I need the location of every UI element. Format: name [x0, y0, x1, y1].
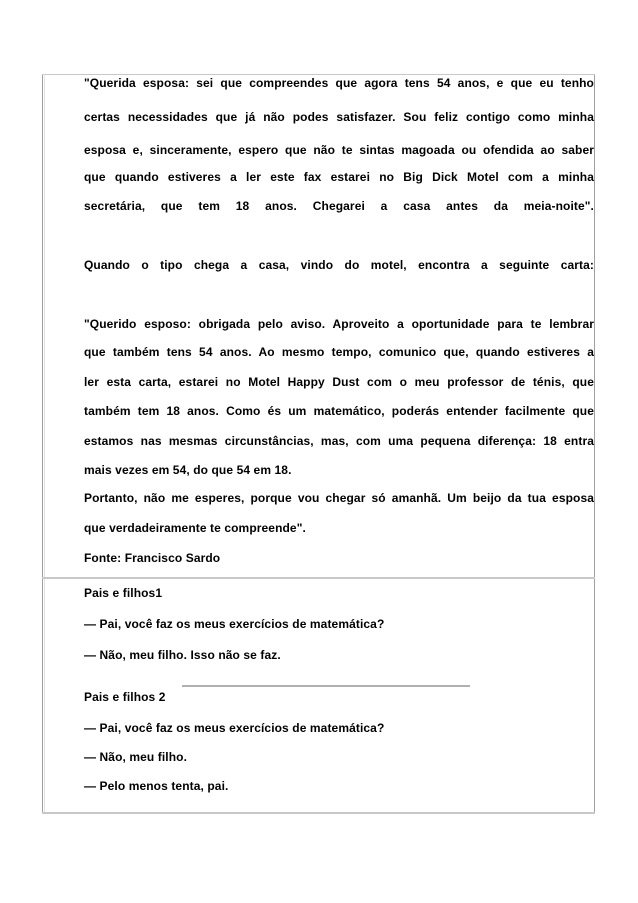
table-row-divider [42, 577, 595, 579]
letter2-line: ler esta carta, estarei no Motel Happy Dust com o meu professor de ténis, que [84, 375, 594, 389]
letter1-line: secretária, que tem 18 anos. Chegarei a casa antes da meia-noite". [84, 199, 594, 213]
table-top-border [42, 74, 595, 75]
letter1-line: "Querida esposa: sei que compreendes que agora tens 54 anos, e que eu tenho [84, 76, 594, 90]
table-bottom-border [42, 812, 595, 814]
letter1-line: certas necessidades que já não podes satisfazer. Sou feliz contigo como minha [84, 110, 594, 124]
joke1-title: Pais e filhos1 [84, 586, 163, 600]
letter2-line: "Querido esposo: obrigada pelo aviso. Aproveito a oportunidade para te lembrar [84, 317, 594, 331]
joke-separator [182, 685, 470, 687]
letter2-line: estamos nas mesmas circunstâncias, mas, com uma pequena diferença: 18 entra [84, 434, 594, 448]
source-credit: Fonte: Francisco Sardo [84, 551, 221, 565]
joke1-line: — Não, meu filho. Isso não se faz. [84, 648, 281, 662]
letter2-line: também tem 18 anos. Como és um matemático, poderás entender facilmente que [84, 404, 594, 418]
letter1-line: que quando estiveres a ler este fax estarei no Big Dick Motel com a minha [84, 170, 594, 184]
joke2-line: — Pai, você faz os meus exercícios de matemática? [84, 721, 385, 735]
joke2-line: — Pelo menos tenta, pai. [84, 779, 229, 793]
letter2-line: que verdadeiramente te compreende". [84, 521, 306, 535]
letter2-line: mais vezes em 54, do que 54 em 18. [84, 463, 292, 477]
letter2-line: Portanto, não me esperes, porque vou chegar só amanhã. Um beijo da tua esposa [84, 491, 594, 505]
letter1-line: esposa e, sinceramente, espero que não te sintas magoada ou ofendida ao saber [84, 143, 594, 157]
narration-text: Quando o tipo chega a casa, vindo do motel, encontra a seguinte carta: [84, 258, 594, 272]
table-inner-border [44, 74, 45, 814]
joke1-line: — Pai, você faz os meus exercícios de matemática? [84, 617, 385, 631]
joke2-line: — Não, meu filho. [84, 750, 188, 764]
joke2-title: Pais e filhos 2 [84, 690, 166, 704]
letter2-line: que também tens 54 anos. Ao mesmo tempo, comunico que, quando estiveres a [84, 345, 594, 359]
